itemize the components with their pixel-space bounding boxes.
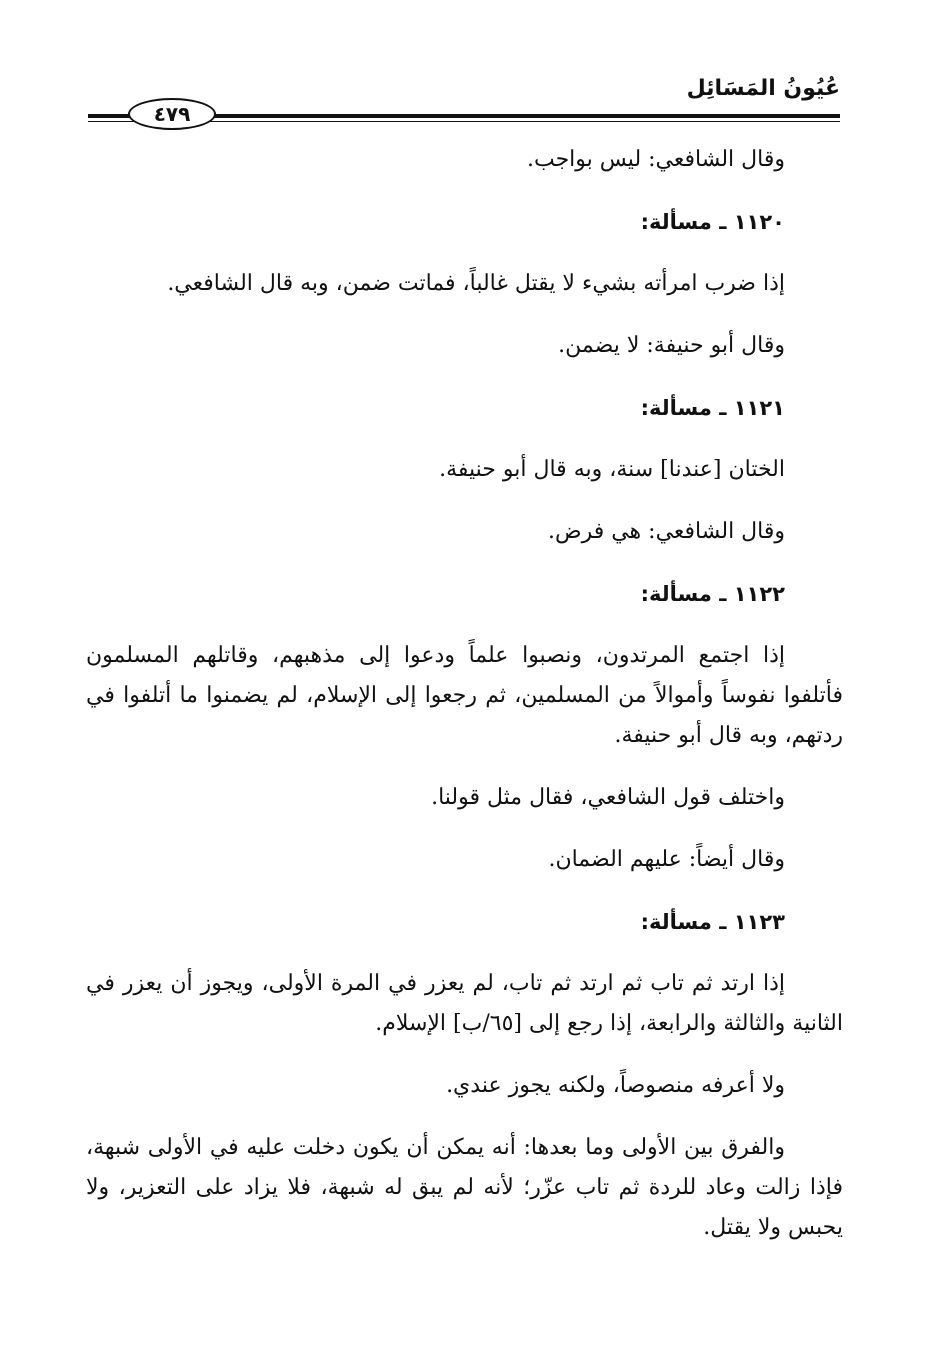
page-header [88,70,840,130]
paragraph: وقال أيضاً: عليهم الضمان. [548,847,785,872]
running-title: عُيُونُ المَسَائِل [686,76,840,101]
paragraph: وقال الشافعي: هي فرض. [547,519,785,544]
issue-heading: ١١٢١ ـ مسألة: [640,396,785,420]
paragraph: وقال الشافعي: ليس بواجب. [526,147,785,172]
page-number-badge [128,98,216,130]
paragraph: إذا اجتمع المرتدون، ونصبوا علماً ودعوا إلى مذهبهم، وقاتلهم المسلمون فأتلفوا نفوساً وأموالاً من المسلمين، ثم رجعوا إلى الإسلام، لم يضمنوا ما أتلفوا في ردتهم، وبه قال أبو حنيفة. [86,643,843,748]
paragraph: إذا ضرب امرأته بشيء لا يقتل غالباً، فماتت ضمن، وبه قال الشافعي. [167,271,785,296]
paragraph: إذا ارتد ثم تاب ثم ارتد ثم تاب، لم يعزر في المرة الأولى، ويجوز أن يعزر في الثانية والثالثة والرابعة، إذا رجع إلى [٦٥/ب] الإسلام. [86,971,843,1036]
issue-heading: ١١٢٢ ـ مسألة: [640,582,785,606]
page-number: ٤٧٩ [153,102,191,126]
paragraph: وقال أبو حنيفة: لا يضمن. [558,333,785,358]
paragraph: ولا أعرفه منصوصاً، ولكنه يجوز عندي. [446,1073,785,1098]
paragraph: واختلف قول الشافعي، فقال مثل قولنا. [431,785,785,810]
paragraph: الختان [عندنا] سنة، وبه قال أبو حنيفة. [439,457,785,482]
issue-heading: ١١٢٠ ـ مسألة: [640,210,785,234]
paragraph: والفرق بين الأولى وما بعدها: أنه يمكن أن يكون دخلت عليه في الأولى شبهة، فإذا زالت وعاد للردة ثم تاب عزّر؛ لأنه لم يبق له شبهة، فلا يزاد على التعزير، ولا يحبس ولا يقتل. [86,1135,843,1240]
issue-heading: ١١٢٣ ـ مسألة: [640,910,785,934]
page-body [86,140,843,1270]
